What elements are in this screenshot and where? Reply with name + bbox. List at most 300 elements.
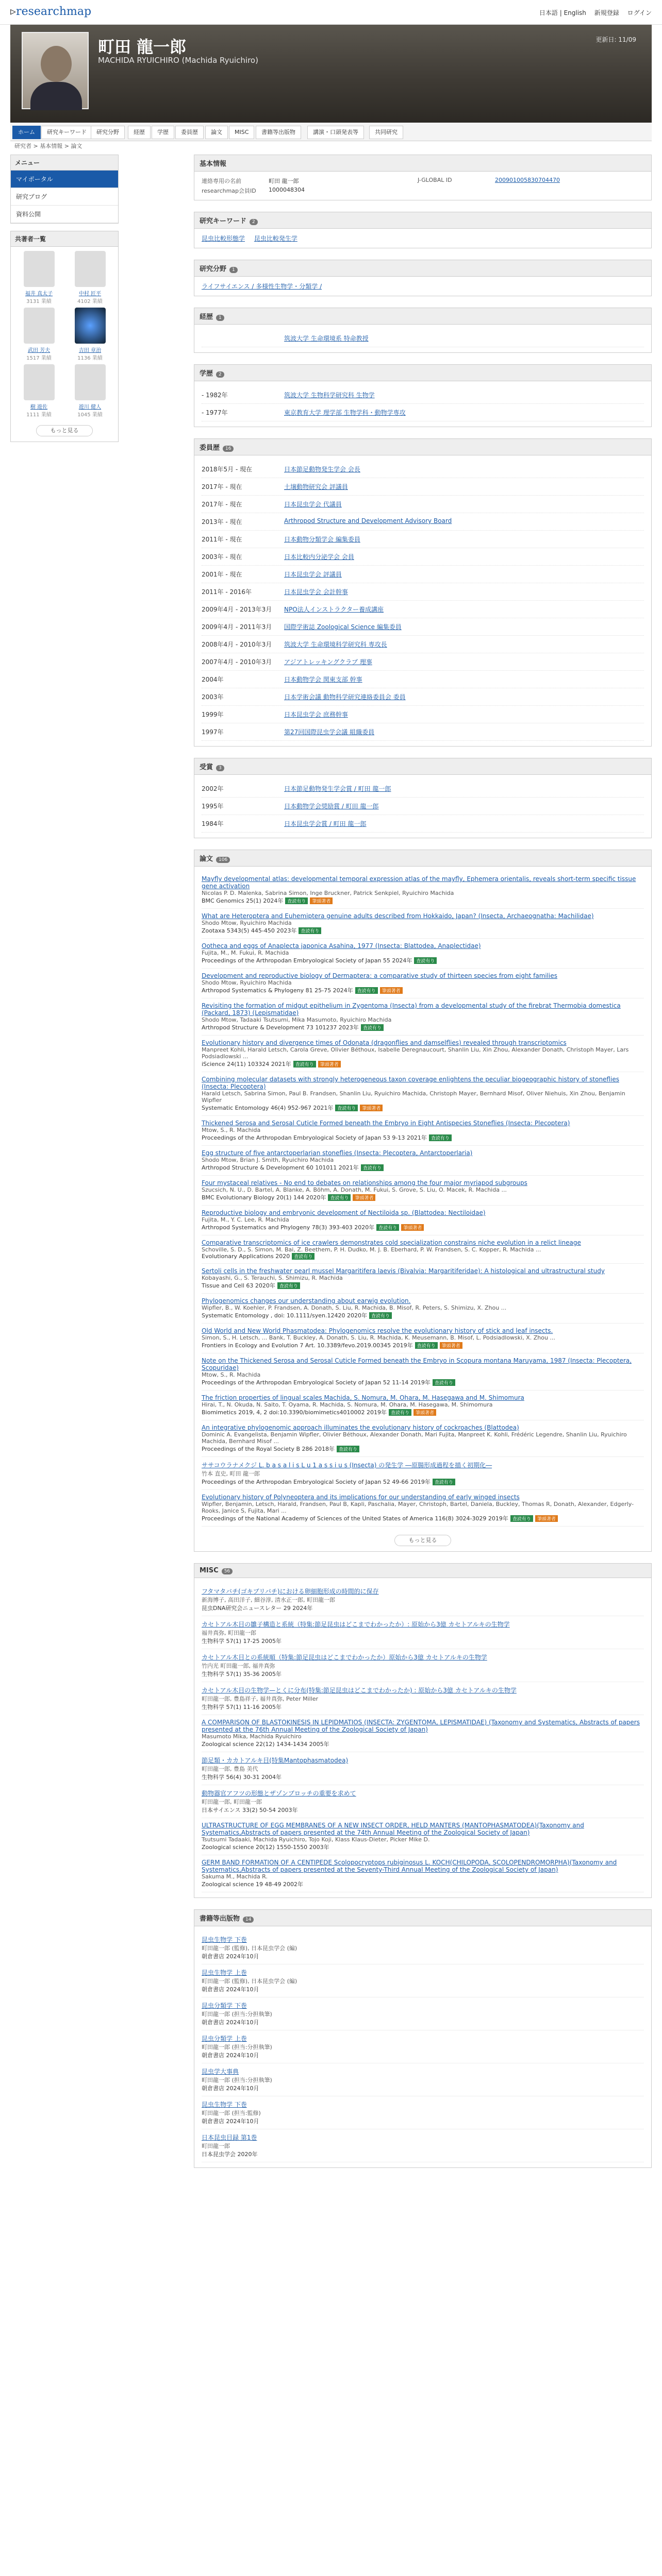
- publication-title-link[interactable]: 昆虫分類学 下巻: [202, 2002, 247, 2009]
- publication-title-link[interactable]: カセトアル木目との系統順（特集:節足昆虫はどこまでわかったか）原始から3億 カセトアルキの生物学: [202, 1654, 487, 1661]
- journal-text: Arthropod Structure & Development 73 101237 2023年: [202, 1024, 359, 1031]
- publication-authors: 町田龍一郎, 豊島 美代: [202, 1766, 258, 1772]
- sidebar-item-materials[interactable]: 資料公開: [11, 206, 118, 223]
- keywords-card: [194, 212, 652, 248]
- publication-title-link[interactable]: 昆虫学大事典: [202, 2068, 239, 2075]
- publication-journal: [202, 1843, 644, 1851]
- count-badge: 1: [216, 315, 224, 321]
- journal-text: Systematic Entomology 46(4) 952-967 2021年: [202, 1105, 334, 1111]
- item-date: 1984年: [202, 820, 224, 827]
- publication-item: [202, 969, 644, 998]
- refereed-badge: 査読有り: [510, 1515, 533, 1522]
- publication-journal: [202, 2117, 644, 2125]
- publication-item: [202, 1353, 644, 1391]
- publication-item: [202, 2063, 644, 2096]
- publication-title-link[interactable]: Ootheca and eggs of Anaplecta japonica Asahina, 1977 (Insecta: Blattodea, Anaplectidae): [202, 942, 481, 950]
- journal-text: Arthropod Structure & Development 60 101011 2021年: [202, 1164, 359, 1171]
- section-title: 研究分野: [200, 265, 227, 273]
- item-date: 2001年 - 現在: [202, 571, 242, 578]
- sidebar-item-blog[interactable]: 研究ブログ: [11, 188, 118, 206]
- item-link[interactable]: 日本節足動物発生学会 会長: [284, 466, 360, 473]
- publication-item: [202, 1490, 644, 1527]
- publication-authors: 新海博子, 高田洋子, 細谷淳, 清水正一郎, 町田龍一郎: [202, 1597, 335, 1603]
- avatar: [75, 308, 106, 344]
- publication-journal: [202, 2084, 644, 2092]
- section-title: 学歴: [200, 370, 213, 378]
- coauthors-box: [10, 231, 119, 442]
- publication-title-link[interactable]: What are Heteroptera and Euhemiptera genuine adults described from Hokkaido, Japan? (Insecta, Archaeognatha: Machilidae): [202, 912, 594, 920]
- publication-title-link[interactable]: 節足類・カカトアルキ目(特集Mantophasmatodea): [202, 1757, 349, 1764]
- publication-title-link[interactable]: Note on the Thickened Serosa and Serosal Cuticle Formed beneath the Embryo in Scopura montana Maruyama, 1987 (Insecta: Plecoptera, Scopuridae): [202, 1357, 632, 1371]
- career-card: [194, 308, 652, 353]
- refereed-badge: 査読有り: [433, 1479, 455, 1485]
- publication-journal: [202, 1223, 644, 1231]
- committees-card: [194, 438, 652, 747]
- tab-keywords[interactable]: 研究キーワード: [41, 126, 92, 139]
- publication-item: [202, 2129, 644, 2162]
- publication-journal: [202, 1514, 644, 1522]
- researcher-name: 町田 龍一郎: [98, 37, 187, 57]
- publication-authors: 竹内光 町田龍一郎, 福井真弥: [202, 1663, 275, 1669]
- section-title: MISC: [200, 1567, 219, 1574]
- refereed-badge: 査読有り: [335, 1105, 358, 1111]
- item-link[interactable]: 第27回国際昆虫学会議 組織委員: [284, 728, 375, 736]
- list-item: [202, 566, 644, 583]
- refereed-badge: 査読有り: [433, 1379, 455, 1386]
- publication-title-link[interactable]: Evolutionary history of Polyneoptera and its implications for our understanding of early winged insects: [202, 1494, 520, 1501]
- list-item: [202, 815, 644, 833]
- publication-item: [202, 1931, 644, 1964]
- refereed-badge: 査読有り: [337, 1446, 359, 1452]
- publication-item: [202, 1964, 644, 1997]
- publication-authors: Simon, S., H. Letsch, ... Bank, T. Buckley, A. Donath, S. Liu, R. Machida, K. Meusemann, B. Misof, L. Podsiadlowski, X. Zhou ...: [202, 1334, 555, 1341]
- avatar: [24, 251, 55, 287]
- list-item: - 1977年 東京教育大学 理学部 生物学科・動物学専攻: [202, 404, 644, 421]
- publication-item: [202, 1752, 644, 1785]
- publication-title-link[interactable]: 日本昆虫目録 第1巻: [202, 2134, 257, 2141]
- publication-item: [202, 1036, 644, 1072]
- item-link[interactable]: 日本学術会議 動物科学研究連絡委員会 委員: [284, 693, 406, 701]
- publication-journal: [202, 1408, 644, 1416]
- publication-authors: Shodo Mtow, Brian J. Smith, Ryuichiro Machida: [202, 1157, 334, 1163]
- publication-authors: 町田龍一郎 (担当:分担執筆): [202, 2077, 272, 2083]
- publication-title-link[interactable]: カセトアル木目の雛子構造と系統（特集:節足昆虫はどこまでわかったか）: 原始から3億 カセトアルキの生物学: [202, 1621, 510, 1628]
- publication-title-link[interactable]: Mayfly developmental atlas: developmental temporal expression atlas of the mayfly, Ephemera orientalis, reveals short-term specific tissue gene activation: [202, 875, 636, 890]
- publication-title-link[interactable]: フタマタバチ(ゴキブリバチ)における卵細胞形成の時間的に保存: [202, 1588, 379, 1595]
- menu-box: [10, 155, 119, 224]
- keyword-link[interactable]: 昆虫比較発生学: [254, 235, 297, 242]
- publication-item: [202, 1715, 644, 1752]
- publication-title-link[interactable]: Revisiting the formation of midgut epithelium in Zygentoma (Insecta) from a developmental study of the firebrat Thermobia domestica (Packard, 1873) (Lepismatidae): [202, 1002, 621, 1016]
- publication-authors: Masumoto Mika, Machida Ryuichiro: [202, 1733, 302, 1740]
- refereed-badge: 査読有り: [415, 1342, 438, 1349]
- journal-text: Zoological science 20(12) 1550-1550 2003年: [202, 1844, 329, 1851]
- journal-text: 日本昆虫学会 2020年: [202, 2151, 258, 2158]
- refereed-badge: 査読有り: [328, 1194, 351, 1201]
- profile-tabs: [10, 123, 652, 141]
- publication-authors: Shodo Mtow, Ryuichiro Machida: [202, 979, 292, 986]
- publication-item: [202, 2030, 644, 2063]
- tab-committees[interactable]: 委員歴: [175, 126, 204, 139]
- menu-title: メニュー: [11, 155, 118, 171]
- publication-item: [202, 1649, 644, 1682]
- tab-books[interactable]: 書籍等出版物: [256, 126, 301, 139]
- journal-text: Systematic Entomology , doi: 10.1111/syen.12420 2020年: [202, 1312, 367, 1319]
- journal-text: BMC Evolutionary Biology 20(1) 144 2020年: [202, 1194, 326, 1201]
- publication-journal: [202, 1341, 644, 1349]
- publication-item: [202, 2096, 644, 2129]
- item-date: 2017年 - 現在: [202, 501, 242, 508]
- login-link[interactable]: ログイン: [627, 9, 652, 16]
- publication-authors: Shodo Mtow, Ryuichiro Machida: [202, 920, 292, 926]
- publication-journal: [202, 2150, 644, 2158]
- jglobal-id-link[interactable]: 200901005830704470: [495, 177, 560, 183]
- publication-title-link[interactable]: Combining molecular datasets with strongly heterogeneous taxon coverage enlightens the peculiar biogeographic history of stoneflies (Insecta: Plecoptera): [202, 1076, 619, 1090]
- list-item: - 1982年 筑波大学 生物科学研究科 生物学: [202, 386, 644, 404]
- publication-item: [202, 1264, 644, 1294]
- publication-journal: [202, 1478, 644, 1486]
- refereed-badge: 査読有り: [277, 1282, 300, 1289]
- fields-card: [194, 260, 652, 296]
- publication-item: [202, 1206, 644, 1235]
- publication-authors: Shodo Mtow, Tadaaki Tsutsumi, Mika Masumoto, Ryuichiro Machida: [202, 1016, 392, 1023]
- item-date: 2007年4月 - 2010年3月: [202, 658, 272, 666]
- publication-journal: [202, 1311, 644, 1319]
- refereed-badge: 査読有り: [429, 1134, 452, 1141]
- refereed-badge: 査読有り: [292, 1253, 315, 1260]
- publication-title-link[interactable]: ササコウラナメクジ L. b a s a l i s L u 1 a s s i u s (Insecta) の発生学 ―原腸形成過程を描く初期化―: [202, 1462, 492, 1469]
- top-links: [533, 8, 652, 17]
- section-title: 基本情報: [194, 155, 651, 172]
- publication-item: [202, 1420, 644, 1457]
- item-link[interactable]: 日本動物学会 関東支部 幹事: [284, 676, 362, 683]
- journal-text: Zoological science 22(12) 1434-1434 2005年: [202, 1741, 329, 1748]
- refereed-badge: 査読有り: [355, 987, 378, 994]
- avatar: [24, 308, 55, 344]
- count-badge: 2: [250, 219, 258, 225]
- item-date: 1997年: [202, 728, 224, 736]
- open-access-badge: 筆頭著者: [353, 1194, 375, 1201]
- publication-authors: Schoville, S. D., S. Simon, M. Bai, Z. Beethem, P. H. Dudko, M. J. B. Eberhard, P. W. Frandsen, S. C. Kopper, R. Machida ...: [202, 1246, 541, 1253]
- count-badge: 106: [216, 857, 230, 863]
- main-content: [194, 155, 652, 2179]
- publication-title-link[interactable]: Phylogenomics changes our understanding about earwig evolution.: [202, 1297, 411, 1304]
- item-date: 1999年: [202, 711, 224, 718]
- section-title: 研究キーワード: [200, 217, 247, 225]
- item-date: 2004年: [202, 676, 224, 683]
- publication-journal: [202, 1806, 644, 1814]
- open-access-badge: 筆頭著者: [380, 987, 403, 994]
- item-link[interactable]: 日本昆虫学会 庶務幹事: [284, 711, 348, 718]
- publication-title-link[interactable]: Egg structure of five antarctoperlarian stoneflies (Insecta: Plecoptera, Antarctoperlaria): [202, 1149, 473, 1157]
- publication-authors: Hirai, T., N. Okuda, N. Saito, T. Oyama, R. Machida, S. Nomura, M. Ohara, M. Hasegawa, M. Shimomura: [202, 1401, 493, 1408]
- publication-journal: [202, 1880, 644, 1888]
- open-access-badge: 筆頭著者: [310, 897, 333, 904]
- publication-journal: [202, 926, 644, 935]
- awards-card: [194, 758, 652, 838]
- journal-text: 生物科学 57(1) 35-36 2005年: [202, 1671, 282, 1677]
- publication-authors: Manpreet Kohli, Harald Letsch, Carola Greve, Olivier Béthoux, Isabelle Deregnaucourt, Shanlin Liu, Xin Zhou, Alexander Donath, Christoph Mayer, Lars Podsiadlowski ...: [202, 1046, 629, 1060]
- publication-authors: Tsutsumi Tadaaki, Machida Ryuichiro, Tojo Koji, Klass Klaus-Dieter, Picker Mike D.: [202, 1836, 430, 1843]
- publication-item: [202, 1583, 644, 1616]
- list-item: [202, 798, 644, 815]
- coauthor-card[interactable]: 遊川 健人 1045 業績: [66, 364, 114, 418]
- item-link[interactable]: 日本昆虫学会 代議員: [284, 501, 342, 508]
- item-link[interactable]: 日本昆虫学会 会計幹事: [284, 588, 348, 596]
- journal-text: Proceedings of the Arthropodan Embryological Society of Japan 55 2024年: [202, 957, 412, 964]
- open-access-badge: 筆頭著者: [401, 1224, 424, 1231]
- item-link[interactable]: 日本節足動物発生学会賞 / 町田 龍一郎: [284, 785, 391, 792]
- publication-title-link[interactable]: Four mystaceal relatives - No end to debates on relationships among the four major myriapod subgroups: [202, 1179, 527, 1187]
- tab-education[interactable]: 学歴: [152, 126, 174, 139]
- count-badge: 56: [222, 1568, 233, 1574]
- item-link[interactable]: 国際学術誌 Zoological Science 編集委員: [284, 623, 402, 631]
- publication-journal: [202, 1604, 644, 1612]
- publication-authors: Fujita, M., Y. C. Lee, R. Machida: [202, 1216, 289, 1223]
- item-date: 2009年4月 - 2013年3月: [202, 606, 272, 613]
- item-link[interactable]: 土壌動物研究会 評議員: [284, 483, 348, 490]
- tab-papers[interactable]: 論文: [205, 126, 228, 139]
- publication-authors: 町田龍一郎, 豊島祥子, 福井真弥, Peter Miller: [202, 1696, 319, 1702]
- lang-switch-link[interactable]: 日本語 | English: [539, 9, 586, 16]
- coauthor-card[interactable]: 中村 匠平 4102 業績: [66, 251, 114, 304]
- papers-card: [194, 850, 652, 1552]
- list-item: [202, 478, 644, 496]
- publication-journal: [202, 1740, 644, 1748]
- publication-item: [202, 1072, 644, 1116]
- item-date: 2011年 - 現在: [202, 536, 242, 543]
- journal-text: Evolutionary Applications 2020: [202, 1253, 290, 1260]
- journal-text: Proceedings of the Arthropodan Embryological Society of Japan 53 9-13 2021年: [202, 1134, 427, 1141]
- publication-authors: Mtow, S., R. Machida: [202, 1371, 261, 1378]
- researcher-roman-name: MACHIDA RYUICHIRO (Machida Ryuichiro): [98, 56, 258, 65]
- item-link[interactable]: 日本昆虫学会賞 / 町田 龍一郎: [284, 820, 367, 827]
- count-badge: 14: [243, 1917, 254, 1923]
- publication-item: [202, 1818, 644, 1855]
- profile-header: [10, 25, 652, 123]
- publication-title-link[interactable]: Thickened Serosa and Serosal Cuticle Formed beneath the Embryo in Eight Antispecies Stoneflies (Insecta: Plecoptera): [202, 1120, 570, 1127]
- tab-career[interactable]: 経歴: [128, 126, 151, 139]
- publication-authors: 町田龍一郎 (担当:分担執筆): [202, 2044, 272, 2050]
- item-link[interactable]: 日本比較内分泌学会 会員: [284, 553, 354, 561]
- publication-authors: Nicolas P. D. Malenka, Sabrina Simon, Inge Bruckner, Patrick Senkpiel, Ryuichiro Machida: [202, 890, 454, 896]
- journal-text: 朝倉書店 2024年10月: [202, 2052, 259, 2059]
- publication-journal: [202, 1637, 644, 1645]
- journal-text: 昆虫DNA研究会ニュースレター 29 2024年: [202, 1605, 313, 1612]
- item-link[interactable]: 日本動物分類学会 編集委員: [284, 536, 360, 543]
- list-item: [202, 671, 644, 688]
- keyword-link[interactable]: 昆虫比較形態学: [202, 235, 245, 242]
- journal-text: Proceedings of the Arthropodan Embryological Society of Japan 52 49-66 2019年: [202, 1479, 431, 1485]
- publication-title-link[interactable]: Evolutionary history and divergence times of Odonata (dragonflies and damselflies) revealed through transcriptomics: [202, 1039, 567, 1046]
- journal-text: 生物科学 56(4) 30-31 2004年: [202, 1774, 282, 1781]
- publication-title-link[interactable]: Old World and New World Phasmatodea: Phylogenomics resolve the evolutionary history of stick and leaf insects.: [202, 1327, 553, 1334]
- item-date: 2018年5月 - 現在: [202, 466, 253, 473]
- publication-item: [202, 1324, 644, 1353]
- field-link[interactable]: ライフサイエンス / 多様性生物学・分類学 /: [202, 283, 322, 290]
- item-link[interactable]: NPO法人インストラクター養成講座: [284, 606, 384, 613]
- breadcrumb: 研究者 > 基本情報 > 論文: [14, 143, 82, 149]
- section-title: 論文: [200, 855, 213, 863]
- publication-title-link[interactable]: ULTRASTRUCTURE OF EGG MEMBRANES OF A NEW INSECT ORDER, HELD MANTERS (MANTOPHASMATODEA)(Taxonomy and Systematics,Abstracts of papers presented at the 74th Annual Meeting of the Zoological Society of Japan): [202, 1822, 584, 1836]
- avatar: [22, 32, 89, 109]
- publication-journal: [202, 1952, 644, 1960]
- publication-authors: Fujita, M., M. Fukui, R. Machida: [202, 950, 289, 956]
- journal-text: 朝倉書店 2024年10月: [202, 2118, 259, 2125]
- publication-title-link[interactable]: An integrative phylogenomic approach illuminates the evolutionary history of cockroaches (Blattodea): [202, 1424, 519, 1431]
- refereed-badge: 査読有り: [361, 1024, 384, 1031]
- item-link[interactable]: 筑波大学 生命環境科学研究科 専攻長: [284, 641, 387, 648]
- publication-title-link[interactable]: 昆虫生物学 下巻: [202, 2101, 247, 2108]
- list-item: [202, 780, 644, 798]
- publication-item: [202, 1391, 644, 1420]
- section-title: 書籍等出版物: [200, 1915, 240, 1923]
- publication-item: [202, 1855, 644, 1892]
- item-date: 1995年: [202, 803, 224, 810]
- list-item: [202, 496, 644, 513]
- refereed-badge: 査読有り: [361, 1164, 384, 1171]
- publication-journal: [202, 1670, 644, 1678]
- refereed-badge: 査読有り: [369, 1312, 392, 1319]
- education-card: [194, 364, 652, 427]
- publication-item: [202, 939, 644, 969]
- item-link[interactable]: アジアトレッキングクラブ 理事: [284, 658, 372, 666]
- open-access-badge: 筆頭著者: [535, 1515, 558, 1522]
- tab-presentations[interactable]: 講演・口頭発表等: [307, 126, 364, 139]
- tab-home[interactable]: ホーム: [12, 126, 41, 139]
- count-badge: 1: [229, 267, 238, 273]
- refereed-badge: 査読有り: [414, 957, 437, 964]
- list-item: [202, 531, 644, 548]
- logo[interactable]: ▹researchmap: [10, 5, 92, 18]
- count-badge: 2: [216, 371, 224, 378]
- item-date: 2011年 - 2016年: [202, 588, 252, 596]
- publication-title-link[interactable]: A COMPARISON OF BLASTOKINESIS IN LEPIDMATIOS (INSECTA: ZYGENTOMA, LEPISMATIDAE) (Taxonomy and Systematics, Abstracts of papers presented at the 76th Annual Meeting of the Zoological Society of Japan): [202, 1719, 640, 1733]
- item-date: 2002年: [202, 785, 224, 792]
- publication-authors: Harald Letsch, Sabrina Simon, Paul B. Frandsen, Shanlin Liu, Ryuichiro Machida, Christoph Mayer, Bernhard Misof, Oliver Niehuis, Xin Zhou, Benjamin Wipfler: [202, 1090, 625, 1104]
- list-item: [202, 618, 644, 636]
- coauthor-card[interactable]: 吉田 章治 1136 業績: [66, 308, 114, 361]
- publication-authors: Kobayashi, G., S. Terauchi, S. Shimizu, R. Machida: [202, 1275, 343, 1281]
- list-item: [202, 653, 644, 671]
- publication-title-link[interactable]: Comparative transcriptomics of ice crawlers demonstrates cold specialization constrains niche evolution in a relict lineage: [202, 1239, 581, 1246]
- list-item: [202, 601, 644, 618]
- tab-fields[interactable]: 研究分野: [91, 126, 125, 139]
- publication-title-link[interactable]: 昆虫生物学 上巻: [202, 1969, 247, 1976]
- list-item: 筑波大学 生命環境系 特命教授: [202, 330, 644, 347]
- publication-item: [202, 1176, 644, 1206]
- publication-item: [202, 1116, 644, 1146]
- journal-text: Arthropod Systematics & Phylogeny 81 25-75 2024年: [202, 987, 353, 994]
- publication-journal: [202, 1133, 644, 1142]
- publication-item: [202, 1997, 644, 2030]
- journal-text: Arthropod Systematics and Phylogeny 78(3) 393-403 2020年: [202, 1224, 375, 1231]
- publication-authors: Szucsich, N. U., D. Bartel, A. Blanke, A. Böhm, A. Donath, M. Fukui, S. Grove, S. Liu, O. Macek, R. Machida ...: [202, 1187, 507, 1193]
- publication-item: [202, 909, 644, 939]
- list-item: [202, 706, 644, 723]
- section-title: 経歴: [200, 313, 213, 321]
- coauthor-card[interactable]: 樹 遊佐 1111 業績: [15, 364, 63, 418]
- basic-info-card: 基本情報 連絡専用の名前 町田 龍一郎 J-GLOBAL ID 200901005830704470 researchmap会員ID 1000048304: [194, 155, 652, 200]
- sidebar-item-portal[interactable]: マイポータル: [11, 171, 118, 188]
- item-link[interactable]: 日本動物学会奨励賞 / 町田 龍一郎: [284, 803, 379, 810]
- tab-joint-research[interactable]: 共同研究: [369, 126, 403, 139]
- publication-authors: Wipfler, Benjamin, Letsch, Harald, Frandsen, Paul B, Kapli, Paschalia, Mayer, Christoph, Bartel, Daniela, Buckley, Thomas R, Donath, Alexander, Edgerly-Rooks, Janice S, Fujita, Mari ...: [202, 1501, 634, 1514]
- publication-item: [202, 1146, 644, 1176]
- publication-title-link[interactable]: Reproductive biology and embryonic development of Nectiloida sp. (Blattodea: Nectiloidae): [202, 1209, 486, 1216]
- list-item: [202, 461, 644, 478]
- publication-item: [202, 1785, 644, 1818]
- publication-journal: [202, 1281, 644, 1290]
- journal-text: Zootaxa 5343(5) 445-450 2023年: [202, 927, 297, 934]
- open-access-badge: 筆頭著者: [413, 1409, 436, 1416]
- list-item: [202, 688, 644, 706]
- coauthors-more-button[interactable]: もっと見る: [36, 425, 93, 436]
- publication-item: [202, 1682, 644, 1715]
- list-item: [202, 583, 644, 601]
- publication-title-link[interactable]: The friction properties of lingual scales Machida, S. Nomura, M. Ohara, M. Hasegawa and M. Shimomura: [202, 1394, 524, 1401]
- item-date: 2013年 - 現在: [202, 518, 242, 526]
- tab-misc[interactable]: MISC: [229, 126, 254, 139]
- publication-title-link[interactable]: Development and reproductive biology of Dermaptera: a comparative study of thirteen species from eight families: [202, 972, 558, 979]
- open-access-badge: 筆頭著者: [318, 1061, 341, 1067]
- publication-title-link[interactable]: 昆虫分類学 上巻: [202, 2035, 247, 2042]
- publication-authors: 町田龍一郎: [202, 2143, 230, 2149]
- item-link[interactable]: Arthropod Structure and Development Advisory Board: [284, 517, 452, 524]
- journal-text: Proceedings of the Arthropodan Embryological Society of Japan 52 11-14 2019年: [202, 1379, 431, 1386]
- publication-authors: 町田龍一郎, 町田龍一郎: [202, 1799, 262, 1805]
- publication-item: [202, 872, 644, 909]
- publication-journal: [202, 1703, 644, 1711]
- papers-more-button[interactable]: もっと見る: [394, 1535, 451, 1546]
- top-bar: [0, 0, 662, 25]
- publication-title-link[interactable]: 昆虫生物学 下巻: [202, 1936, 247, 1943]
- item-date: 2003年 - 現在: [202, 553, 242, 561]
- journal-text: Proceedings of the Royal Society B 286 2018年: [202, 1446, 335, 1452]
- publication-title-link[interactable]: Sertoli cells in the freshwater pearl mussel Margaritifera laevis (Bivalvia: Margaritiferidae): A histological and ultrastructural study: [202, 1267, 605, 1275]
- publication-authors: Mtow, S., R. Machida: [202, 1127, 261, 1133]
- publication-authors: 町田龍一郎 (担当:監修): [202, 2110, 261, 2116]
- item-date: 2009年4月 - 2011年3月: [202, 623, 272, 631]
- item-date: 2003年: [202, 693, 224, 701]
- coauthor-card[interactable]: 武田 芳夫 1517 業績: [15, 308, 63, 361]
- register-link[interactable]: 新規登録: [594, 9, 619, 16]
- publication-title-link[interactable]: GERM BAND FORMATION OF A CENTIPEDE Scolopocryptops rubiginosus L. KOCH(CHILOPODA, SCOLOPENDROMORPHA)(Taxonomy and Systematics,Abstracts of papers presented at the Seventy-Third Annual Meeting of the Zoological Society of Japan): [202, 1859, 617, 1873]
- publication-authors: Wipfler, B., W. Koehler, P. Frandsen, A. Donath, S. Liu, R. Machida, B. Misof, R. Peters, S. Shimizu, X. Zhou ...: [202, 1304, 507, 1311]
- item-link[interactable]: 日本昆虫学会 評議員: [284, 571, 342, 578]
- section-title: 受賞: [200, 764, 213, 771]
- publication-item: [202, 1616, 644, 1649]
- journal-text: BMC Genomics 25(1) 2024年: [202, 897, 284, 904]
- coauthor-card[interactable]: 福井 真太子 3131 業績: [15, 251, 63, 304]
- publication-title-link[interactable]: 動物器官アフツの形態とザゾンブロッチの重要を求めて: [202, 1790, 356, 1797]
- journal-text: 朝倉書店 2024年10月: [202, 1986, 259, 1993]
- publication-journal: [202, 1060, 644, 1068]
- avatar: [75, 251, 106, 287]
- publication-journal: [202, 1253, 644, 1260]
- refereed-badge: 査読有り: [299, 927, 321, 934]
- avatar: [24, 364, 55, 400]
- publication-authors: 町田龍一郎 (監修), 日本昆虫学会 (編): [202, 1978, 297, 1985]
- refereed-badge: 査読有り: [389, 1409, 411, 1416]
- journal-text: 日本サイエンス 33(2) 50-54 2003年: [202, 1807, 298, 1814]
- journal-text: 朝倉書店 2024年10月: [202, 1953, 259, 1960]
- coauthors-title: 共著者一覧: [11, 231, 118, 247]
- publication-journal: [202, 1193, 644, 1201]
- publication-item: [202, 998, 644, 1036]
- publication-authors: Sakuma M., Machida R.: [202, 1873, 268, 1880]
- publication-title-link[interactable]: カセトアル木目の生物学—とくに分布(特集:節足昆虫はどこまでわかったか) : 原始から3億 カセトアルキの生物学: [202, 1687, 517, 1694]
